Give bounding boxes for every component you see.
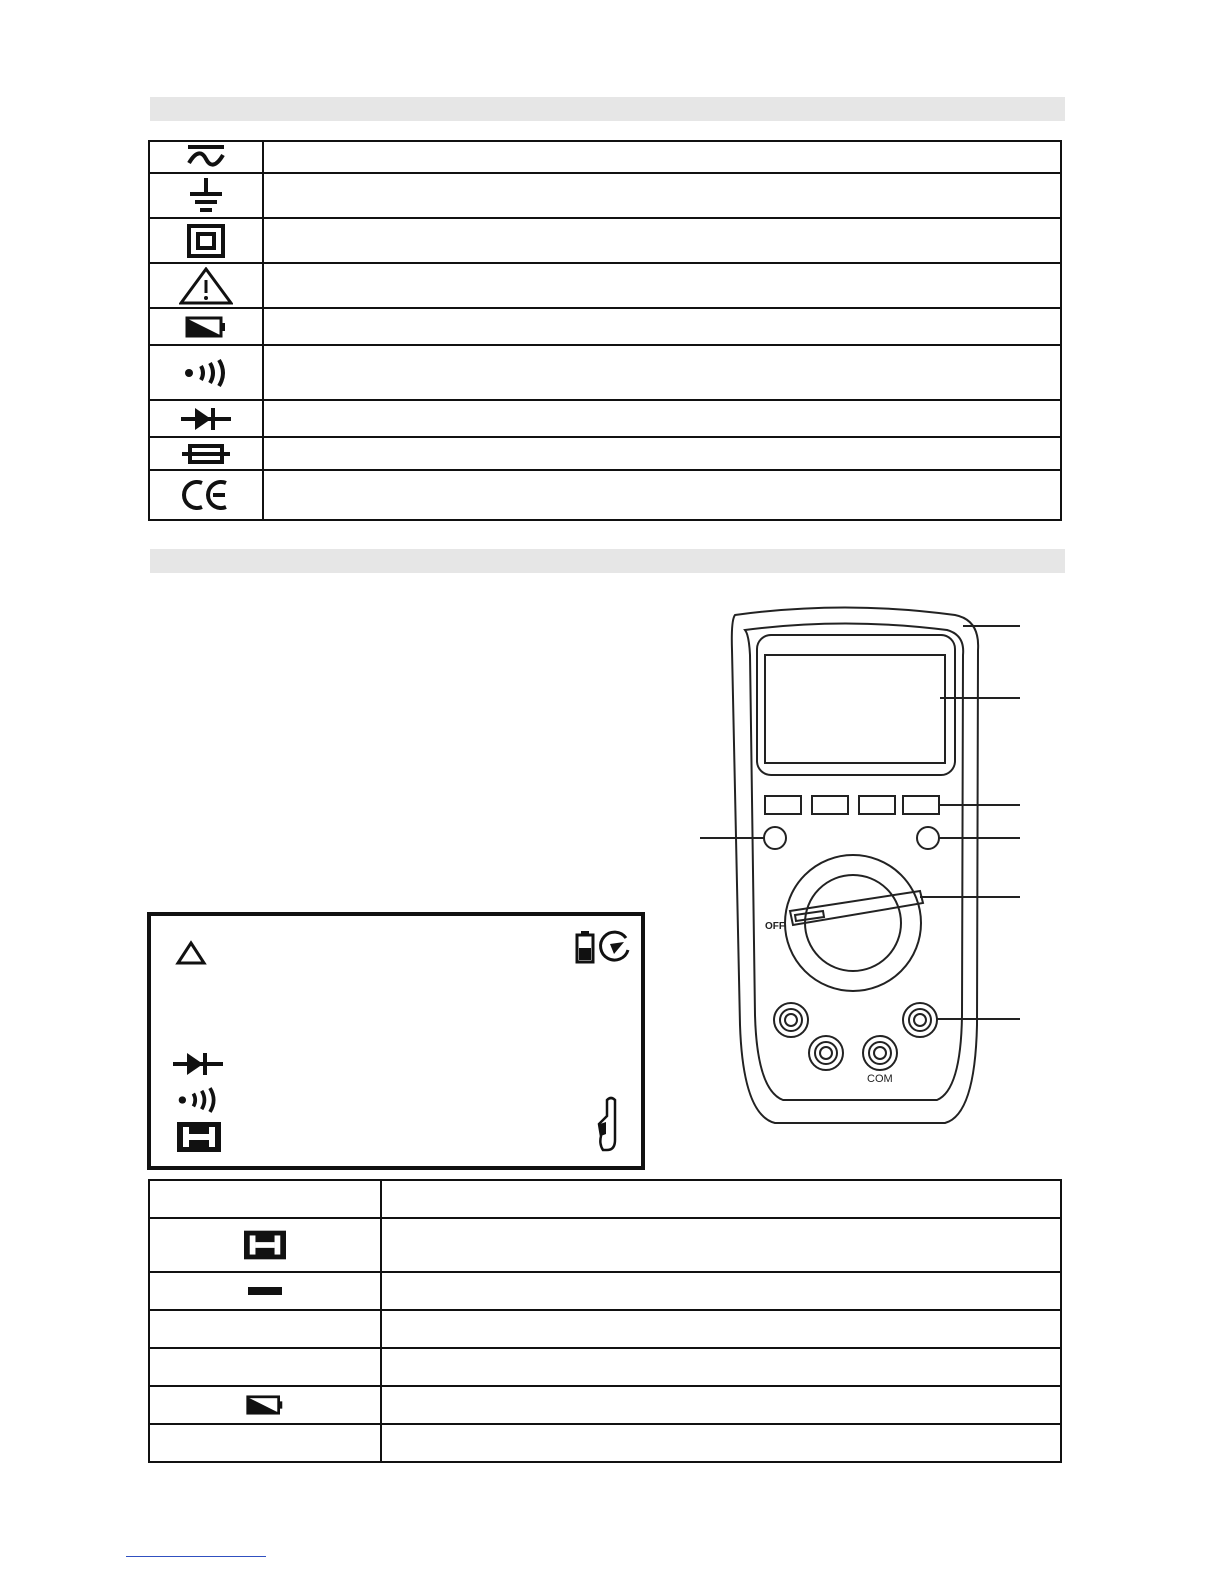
symbol-description — [381, 1180, 1061, 1218]
warning-triangle-icon — [179, 267, 233, 305]
continuity-buzzer-icon — [181, 358, 231, 388]
round-button — [764, 827, 786, 849]
table-row — [149, 400, 1061, 437]
table-row — [149, 1424, 1061, 1462]
symbol-description — [263, 308, 1061, 345]
symbol-cell — [149, 1424, 381, 1462]
table-row — [149, 141, 1061, 173]
table-row — [149, 1180, 1061, 1218]
diode-icon — [171, 1051, 225, 1077]
display-screen — [765, 655, 945, 763]
lcd-symbols-table — [148, 1179, 1062, 1463]
ac-dc-icon — [184, 143, 228, 171]
double-insulation-icon — [186, 224, 226, 258]
meter-housing — [732, 608, 978, 1124]
table-row — [149, 218, 1061, 263]
symbol-description — [381, 1310, 1061, 1348]
symbol-description — [381, 1424, 1061, 1462]
function-button — [812, 796, 848, 814]
ground-icon — [186, 178, 226, 214]
safety-symbols-table — [148, 140, 1062, 521]
section-header-band — [150, 549, 1065, 573]
table-row — [149, 1218, 1061, 1272]
table-row — [149, 470, 1061, 520]
data-hold-icon — [244, 1230, 286, 1260]
table-row — [149, 1272, 1061, 1310]
table-row — [149, 1386, 1061, 1424]
minus-sign-icon — [248, 1287, 282, 1295]
warning-triangle-icon — [175, 940, 207, 966]
table-row — [149, 437, 1061, 470]
auto-power-off-icon — [596, 930, 632, 966]
function-button — [903, 796, 939, 814]
range-finger-icon — [597, 1096, 625, 1152]
symbol-description — [263, 345, 1061, 400]
footer-link-underline[interactable] — [126, 1556, 266, 1557]
symbol-description — [263, 141, 1061, 173]
symbol-description — [381, 1386, 1061, 1424]
table-row — [149, 1310, 1061, 1348]
diode-icon — [179, 406, 233, 432]
symbol-description — [263, 470, 1061, 520]
off-label: OFF — [765, 921, 785, 932]
symbol-cell — [149, 1310, 381, 1348]
function-button — [859, 796, 895, 814]
multimeter-diagram — [695, 595, 1025, 1135]
function-button — [765, 796, 801, 814]
symbol-description — [263, 263, 1061, 308]
ce-mark-icon — [180, 478, 232, 512]
data-hold-icon — [177, 1122, 221, 1152]
table-row — [149, 308, 1061, 345]
table-row — [149, 345, 1061, 400]
table-row — [149, 1348, 1061, 1386]
low-battery-icon — [185, 316, 227, 338]
lcd-display-panel — [147, 912, 645, 1170]
com-label: COM — [867, 1073, 893, 1085]
table-row — [149, 263, 1061, 308]
symbol-description — [263, 173, 1061, 218]
symbol-description — [381, 1348, 1061, 1386]
symbol-description — [263, 437, 1061, 470]
symbol-description — [263, 400, 1061, 437]
symbol-cell — [149, 1180, 381, 1218]
battery-icon — [575, 930, 595, 964]
round-button — [917, 827, 939, 849]
symbol-description — [263, 218, 1061, 263]
symbol-cell — [149, 1348, 381, 1386]
table-row — [149, 173, 1061, 218]
symbol-description — [381, 1272, 1061, 1310]
symbol-description — [381, 1218, 1061, 1272]
low-battery-icon — [245, 1395, 285, 1415]
continuity-buzzer-icon — [175, 1086, 221, 1114]
fuse-icon — [180, 444, 232, 464]
section-header-band — [150, 97, 1065, 121]
